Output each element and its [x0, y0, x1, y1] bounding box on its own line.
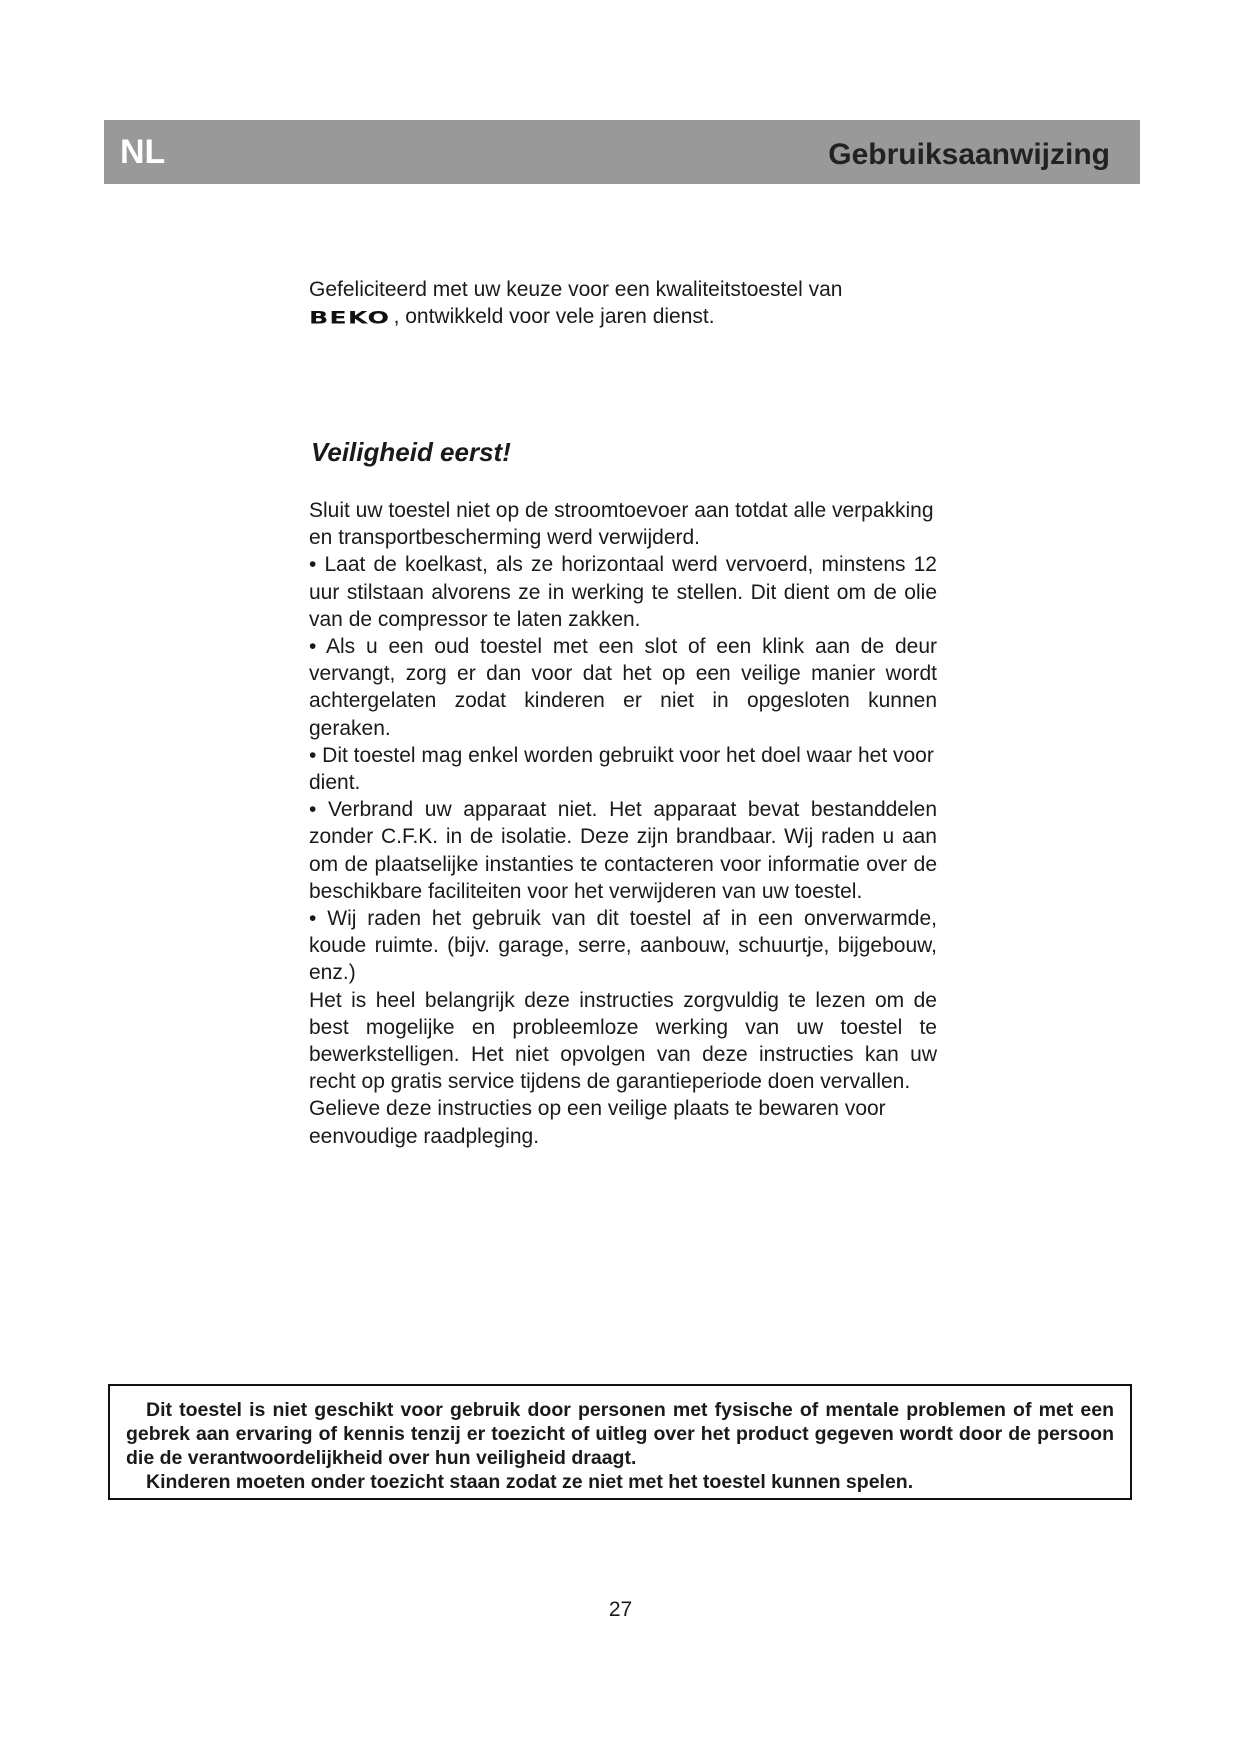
intro-line-2: [309, 303, 949, 332]
page-number: 27: [608, 1598, 633, 1621]
safety-bullet: • Als u een oud toestel met een slot of een klink aan de deur vervangt, zorg er dan voor dat het op een veilige manier wordt achtergelaten zodat kinderen er niet in opgesloten kunnen geraken.: [309, 635, 937, 740]
safety-bullet: • Dit toestel mag enkel worden gebruikt voor het doel waar het voor dient.: [309, 743, 934, 795]
intro-line-2-text: , ontwikkeld voor vele jaren dienst.: [393, 305, 715, 328]
warning-paragraph: Dit toestel is niet geschikt voor gebruik door personen met fysische of mentale problemen of met een gebrek aan ervaring of kennis tenzij er toezicht of uitleg over het product gegeven wordt door de persoon die de verantwoordelijkheid over hun veiligheid draagt.: [126, 1399, 1114, 1469]
warning-paragraph: Kinderen moeten onder toezicht staan zodat ze niet met het toestel kunnen spelen.: [146, 1471, 914, 1493]
intro-line-1: Gefeliciteerd met uw keuze voor een kwaliteitstoestel van: [309, 278, 843, 301]
safety-bullet: • Laat de koelkast, als ze horizontaal werd vervoerd, minstens 12 uur stilstaan alvorens ze in werking te stellen. Dit dient om de olie van de compressor te laten zakken.: [309, 553, 937, 631]
header-bar: [104, 120, 1140, 184]
safety-paragraph: Sluit uw toestel niet op de stroomtoevoer aan totdat alle verpakking en transportbescherming werd verwijderd.: [309, 499, 934, 550]
intro-text: [309, 276, 949, 332]
language-code: NL: [120, 133, 166, 171]
safety-bullet: • Verbrand uw apparaat niet. Het apparaat bevat bestanddelen zonder C.F.K. in de isolatie. Deze zijn brandbaar. Wij raden u aan om de plaatselijke instanties te contacteren voor informatie over de beschikbare faciliteiten voor het verwijderen van uw toestel.: [309, 798, 937, 903]
safety-paragraph: Gelieve deze instructies op een veilige plaats te bewaren voor eenvoudige raadpleging.: [309, 1097, 886, 1148]
safety-paragraph: Het is heel belangrijk deze instructies zorgvuldig te lezen om de best mogelijke en probleemloze werking van uw toestel te bewerkstelligen. Het niet opvolgen van deze instructies kan uw recht op gratis service tijdens de garantieperiode doen vervallen.: [309, 988, 937, 1094]
safety-body: [309, 497, 937, 1150]
beko-logo: BEKO: [309, 309, 391, 328]
safety-bullet: • Wij raden het gebruik van dit toestel af in een onverwarmde, koude ruimte. (bijv. garage, serre, aanbouw, schuurtje, bijgebouw, enz.): [309, 907, 937, 985]
safety-heading: Veiligheid eerst!: [311, 437, 511, 467]
manual-title: Gebruiksaanwijzing: [828, 138, 1110, 171]
warning-box: [108, 1384, 1132, 1500]
